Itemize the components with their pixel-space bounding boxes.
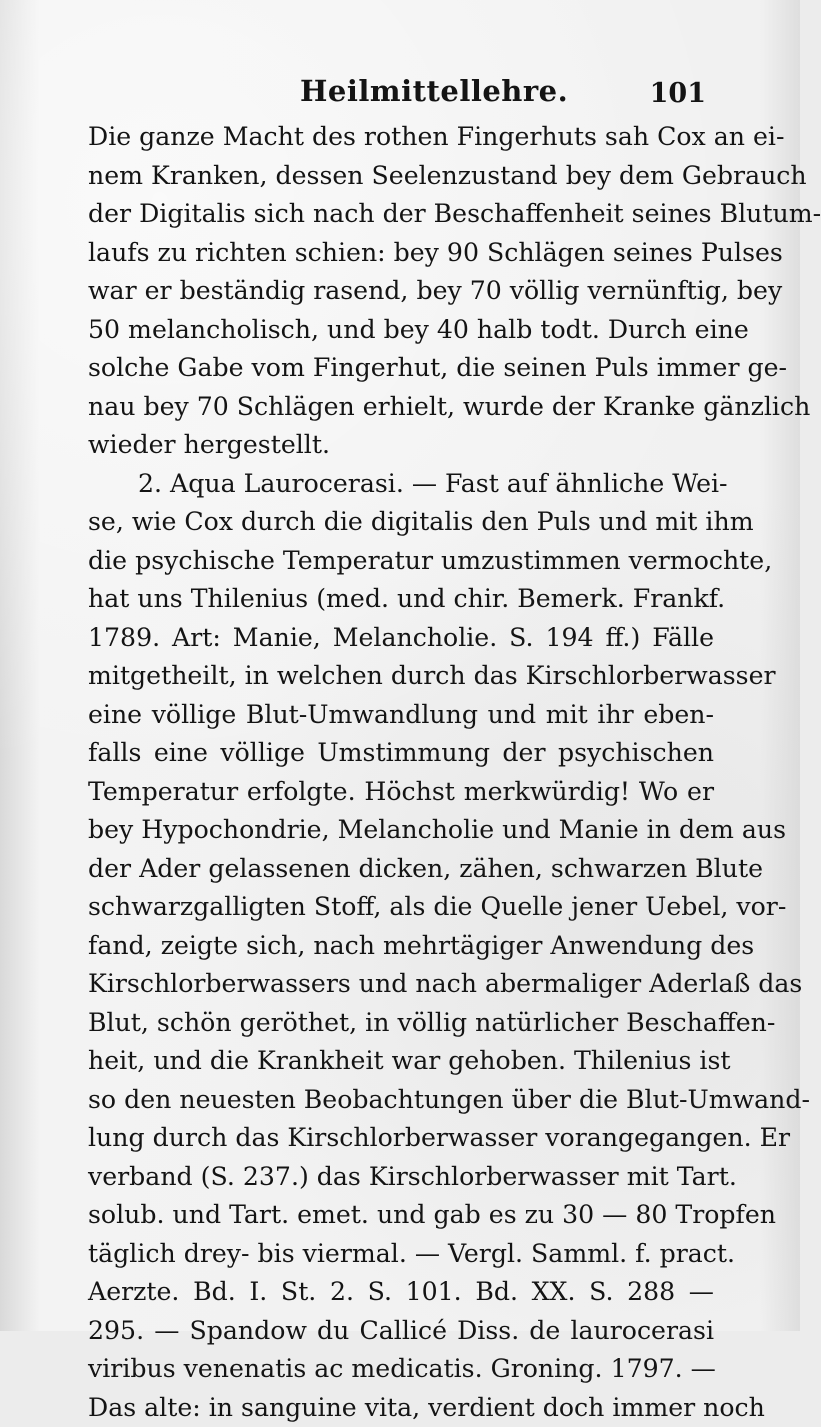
text-line: laufs zu richten schien: bey 90 Schlägen seines Pulses <box>88 234 714 273</box>
text-line: schwarzgalligten Stoff, als die Quelle jener Uebel, vor- <box>88 888 714 927</box>
text-line: falls eine völlige Umstimmung der psychischen <box>88 734 714 773</box>
body-text <box>88 118 714 1238</box>
text-line: lung durch das Kirschlorberwasser vorangegangen. Er <box>88 1119 714 1158</box>
text-line: eine völlige Blut-Umwandlung und mit ihr eben- <box>88 696 714 735</box>
text-line: die psychische Temperatur umzustimmen vermochte, <box>88 542 714 581</box>
text-line: der Ader gelassenen dicken, zähen, schwarzen Blute <box>88 850 714 889</box>
text-line: Temperatur erfolgte. Höchst merkwürdig! Wo er <box>88 773 714 812</box>
text-line: nem Kranken, dessen Seelenzustand bey dem Gebrauch <box>88 157 714 196</box>
text-line: bey Hypochondrie, Melancholie und Manie in dem aus <box>88 811 714 850</box>
text-line: mitgetheilt, in welchen durch das Kirschlorberwasser <box>88 657 714 696</box>
text-line: verband (S. 237.) das Kirschlorberwasser mit Tart. <box>88 1158 714 1197</box>
text-line: Aerzte. Bd. I. St. 2. S. 101. Bd. XX. S. 288 — <box>88 1273 714 1312</box>
text-line: fand, zeigte sich, nach mehrtägiger Anwendung des <box>88 927 714 966</box>
text-line: Die ganze Macht des rothen Fingerhuts sah Cox an ei- <box>88 118 714 157</box>
text-line: Blut, schön geröthet, in völlig natürlicher Beschaffen- <box>88 1004 714 1043</box>
text-line: solche Gabe vom Fingerhut, die seinen Puls immer ge- <box>88 349 714 388</box>
page-number: 101 <box>650 78 706 109</box>
text-line: se, wie Cox durch die digitalis den Puls und mit ihm <box>88 503 714 542</box>
text-line: viribus venenatis ac medicatis. Groning. 1797. — <box>88 1350 714 1389</box>
text-line: hat uns Thilenius (med. und chir. Bemerk. Frankf. <box>88 580 714 619</box>
text-line: 1789. Art: Manie, Melancholie. S. 194 ff.) Fälle <box>88 619 714 658</box>
text-line: war er beständig rasend, bey 70 völlig vernünftig, bey <box>88 272 714 311</box>
text-line: Das alte: in sanguine vita, verdient doch immer noch <box>88 1389 714 1427</box>
text-line: nau bey 70 Schlägen erhielt, wurde der Kranke gänzlich <box>88 388 714 427</box>
text-line: Kirschlorberwassers und nach abermaliger Aderlaß das <box>88 965 714 1004</box>
text-line: 2. Aqua Laurocerasi. — Fast auf ähnliche Wei- <box>88 465 714 504</box>
text-line: täglich drey- bis viermal. — Vergl. Samml. f. pract. <box>88 1235 714 1274</box>
text-line: heit, und die Krankheit war gehoben. Thilenius ist <box>88 1042 714 1081</box>
text-line: so den neuesten Beobachtungen über die Blut-Umwand- <box>88 1081 714 1120</box>
text-line: 50 melancholisch, und bey 40 halb todt. Durch eine <box>88 311 714 350</box>
running-title: Heilmittellehre. <box>300 74 520 108</box>
text-line: solub. und Tart. emet. und gab es zu 30 — 80 Tropfen <box>88 1196 714 1235</box>
running-header <box>0 70 800 110</box>
text-line: der Digitalis sich nach der Beschaffenheit seines Blutum- <box>88 195 714 234</box>
text-line: wieder hergestellt. <box>88 426 714 465</box>
text-line: 295. — Spandow du Callicé Diss. de laurocerasi <box>88 1312 714 1351</box>
